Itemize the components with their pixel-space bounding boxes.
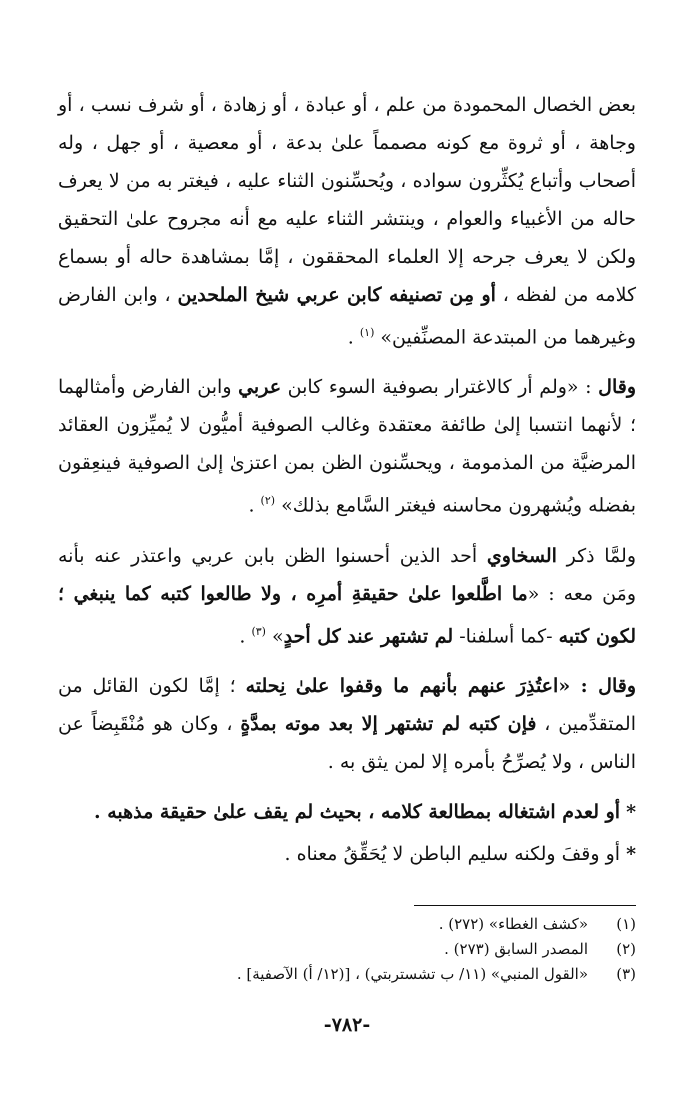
footnote-number: (٣) bbox=[616, 965, 636, 983]
footnote-marker: (٣) bbox=[251, 624, 266, 638]
bold-text-span: عربي bbox=[238, 376, 282, 399]
footnote-text: المصدر السابق (٢٧٣) . bbox=[444, 940, 588, 958]
bold-text-span: وقال : « bbox=[558, 674, 636, 697]
text-span: . bbox=[248, 494, 261, 517]
bullet-item-2 bbox=[58, 835, 636, 873]
footnote-marker: (١) bbox=[359, 326, 375, 339]
bold-text-span: أو مِن تصنيفه كابن عربي شيخ الملحدين bbox=[177, 284, 496, 306]
bullet-text: أو وقفَ ولكنه سليم الباطن لا يُحَقِّقُ معناه . bbox=[284, 842, 621, 865]
text-span: ، وكان هو مُنْقَبِضاً عن الناس ، ولا يُصرِّحُ بأمره إلا لمن يثق به . bbox=[58, 712, 636, 773]
footnote-number: (٢) bbox=[616, 940, 636, 958]
footnote-1 bbox=[58, 912, 636, 937]
footnote-3 bbox=[58, 962, 636, 987]
text-span: ، وابن الفارض وغيرهما من المبتدعة المصنِّفين» bbox=[58, 284, 636, 349]
bold-text-span: لم تشتهر عند كل أحدٍ bbox=[283, 624, 454, 647]
asterisk-bullet: * bbox=[626, 800, 636, 823]
bold-text-span: السخاوي bbox=[486, 544, 557, 567]
bullet-text: أو لعدم اشتغاله بمطالعة كلامه ، بحيث لم يقف علىٰ حقيقة مذهبه . bbox=[94, 800, 621, 823]
asterisk-bullet: * bbox=[626, 842, 636, 865]
paragraph-4 bbox=[58, 667, 636, 781]
text-span: . bbox=[347, 326, 360, 349]
text-span: -كما أسلفنا- bbox=[453, 624, 559, 647]
footnotes bbox=[58, 912, 636, 987]
footnote-separator bbox=[414, 905, 636, 906]
footnote-marker: (٢) bbox=[260, 494, 276, 508]
text-span: . bbox=[239, 624, 252, 647]
footnote-text: «كشف الغطاء» (٢٧٢) . bbox=[438, 915, 588, 933]
text-span: ولمَّا ذكر bbox=[556, 544, 636, 567]
page-number: -٧٨٢- bbox=[323, 1014, 371, 1036]
text-span: : «ولم أر كالاغترار بصوفية السوء كابن bbox=[281, 376, 599, 399]
bold-text-span: اعتُذِرَ عنهم بأنهم ما وقفوا علىٰ نِحلته bbox=[245, 674, 559, 697]
text-span: ؛ إمَّا لكون القائل من المتقدِّمين ، bbox=[58, 674, 636, 735]
bullet-item-1 bbox=[58, 793, 636, 831]
text-span: بعض الخصال المحمودة من علم ، أو عبادة ، أو زهادة ، أو شرف نسب ، أو وجاهة ، أو ثروة مع كونه مصمماً علىٰ بدعة ، أو معصية ، أو جهل ، وله أصحاب وأتباع يُكثِّرون سواده ، ويُحسِّنون الثناء عليه ، فيغتر به من لا يعرف حاله من الأغبياء والعوام ، وينتشر الثناء عليه مع أنه مجروح علىٰ التحقيق ولكن لا يعرف جرحه إلا العلماء المحققون ، إمَّا بمشاهدة حاله أو بسماع كلامه من لفظه ، bbox=[58, 94, 637, 306]
bold-text-span: فإن كتبه لم تشتهر إلا بعد موته بمدَّةٍ bbox=[240, 712, 537, 735]
text-span: » bbox=[265, 624, 284, 647]
text-span: وابن الفارض وأمثالهما ؛ لأنهما انتسبا إلىٰ طائفة معتقدة وغالب الصوفية أميُّون لا يُميِّزون العقائد المرضيَّة من المذمومة ، ويحسِّنون الظن بمن اعتزىٰ إلىٰ الصوفية فينعِقون بفضله ويُشهرون محاسنه فيغتر السَّامع بذلك» bbox=[58, 376, 636, 517]
paragraph-1 bbox=[58, 86, 636, 356]
bold-text-span: ما اطَّلعوا علىٰ حقيقةِ أمرِه ، ولا طالعوا كتبه كما ينبغي ؛ لكون كتبه bbox=[58, 582, 636, 647]
footnote-2 bbox=[58, 937, 636, 962]
bold-text-span: وقال bbox=[598, 376, 636, 399]
text-span: أحد الذين أحسنوا الظن بابن عربي واعتذر عنه بأنه ومَن معه : « bbox=[58, 544, 636, 605]
footnote-number: (١) bbox=[616, 915, 636, 933]
paragraph-2 bbox=[58, 368, 636, 524]
footnote-text: «القول المنبي» (١١/ ب تشستربتي) ، [(١٢/ أ) الآصفية] . bbox=[236, 965, 588, 983]
paragraph-3 bbox=[58, 537, 636, 655]
